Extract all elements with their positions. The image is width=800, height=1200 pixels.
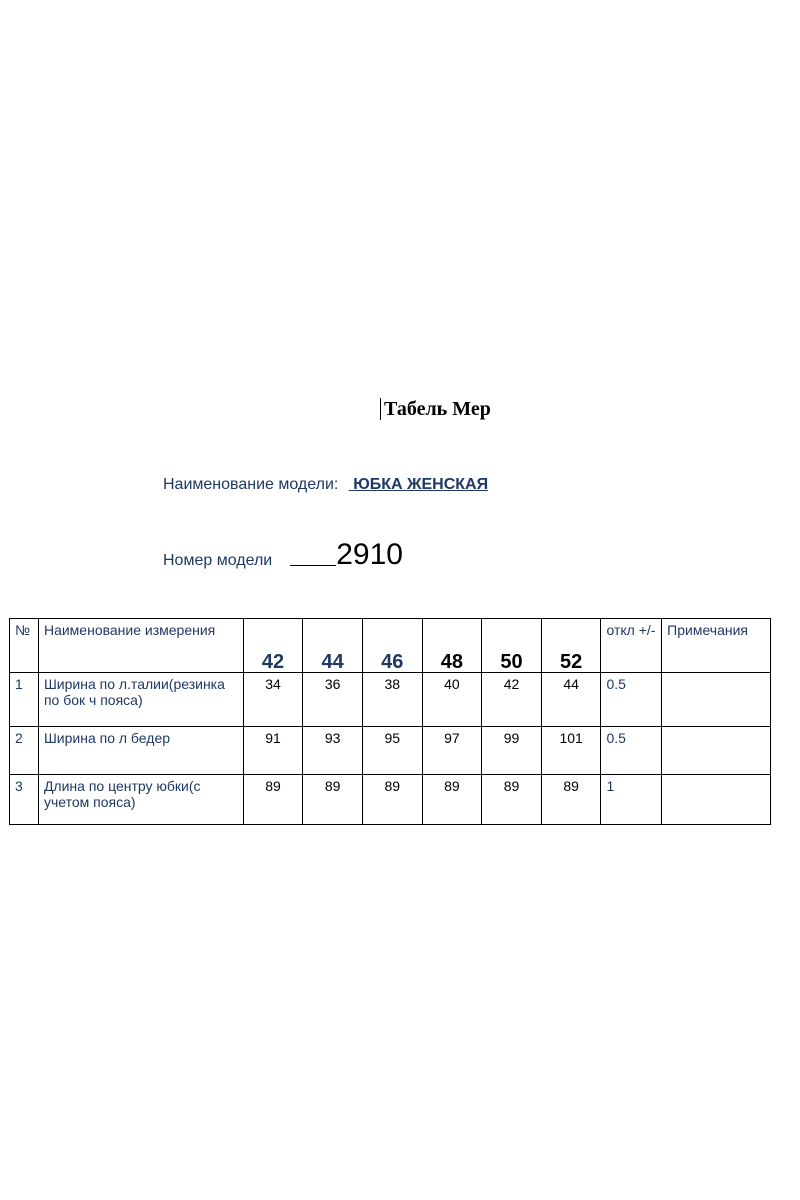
row-num: 3 xyxy=(10,775,39,825)
header-size: 42 xyxy=(243,619,303,673)
row-value: 89 xyxy=(422,775,482,825)
model-name-label: Наименование модели: xyxy=(163,476,339,493)
header-notes: Примечания xyxy=(662,619,771,673)
row-value: 89 xyxy=(482,775,542,825)
row-tolerance: 0.5 xyxy=(601,727,662,775)
table-row xyxy=(10,673,771,727)
row-notes xyxy=(662,775,771,825)
row-value: 89 xyxy=(362,775,422,825)
table-header-row xyxy=(10,619,771,673)
header-name: Наименование измерения xyxy=(38,619,243,673)
table-row xyxy=(10,727,771,775)
model-number-row xyxy=(163,540,403,570)
row-value: 40 xyxy=(422,673,482,727)
row-value: 36 xyxy=(303,673,363,727)
model-number-underline xyxy=(290,565,336,566)
row-notes xyxy=(662,673,771,727)
row-value: 38 xyxy=(362,673,422,727)
row-value: 34 xyxy=(243,673,303,727)
row-value: 42 xyxy=(482,673,542,727)
header-size: 44 xyxy=(303,619,363,673)
header-num: № xyxy=(10,619,39,673)
row-value: 95 xyxy=(362,727,422,775)
row-notes xyxy=(662,727,771,775)
header-tolerance: откл +/- xyxy=(601,619,662,673)
row-tolerance: 1 xyxy=(601,775,662,825)
row-value: 89 xyxy=(243,775,303,825)
row-name: Длина по центру юбки(с учетом пояса) xyxy=(38,775,243,825)
row-num: 1 xyxy=(10,673,39,727)
page-title: Табель Мер xyxy=(380,398,491,420)
row-name: Ширина по л бедер xyxy=(38,727,243,775)
model-number-label: Номер модели xyxy=(163,552,273,569)
header-size: 52 xyxy=(541,619,601,673)
row-value: 99 xyxy=(482,727,542,775)
row-value: 91 xyxy=(243,727,303,775)
row-num: 2 xyxy=(10,727,39,775)
header-size: 50 xyxy=(482,619,542,673)
table-row xyxy=(10,775,771,825)
header-size: 46 xyxy=(362,619,422,673)
row-value: 89 xyxy=(303,775,363,825)
row-tolerance: 0.5 xyxy=(601,673,662,727)
row-value: 101 xyxy=(541,727,601,775)
row-name: Ширина по л.талии(резинка по бок ч пояса) xyxy=(38,673,243,727)
model-name-row xyxy=(163,476,488,494)
row-value: 93 xyxy=(303,727,363,775)
row-value: 44 xyxy=(541,673,601,727)
measurement-table xyxy=(9,618,771,825)
row-value: 97 xyxy=(422,727,482,775)
model-number-value: 2910 xyxy=(336,538,403,571)
model-name-value: ЮБКА ЖЕНСКАЯ xyxy=(353,476,489,493)
row-value: 89 xyxy=(541,775,601,825)
header-size: 48 xyxy=(422,619,482,673)
